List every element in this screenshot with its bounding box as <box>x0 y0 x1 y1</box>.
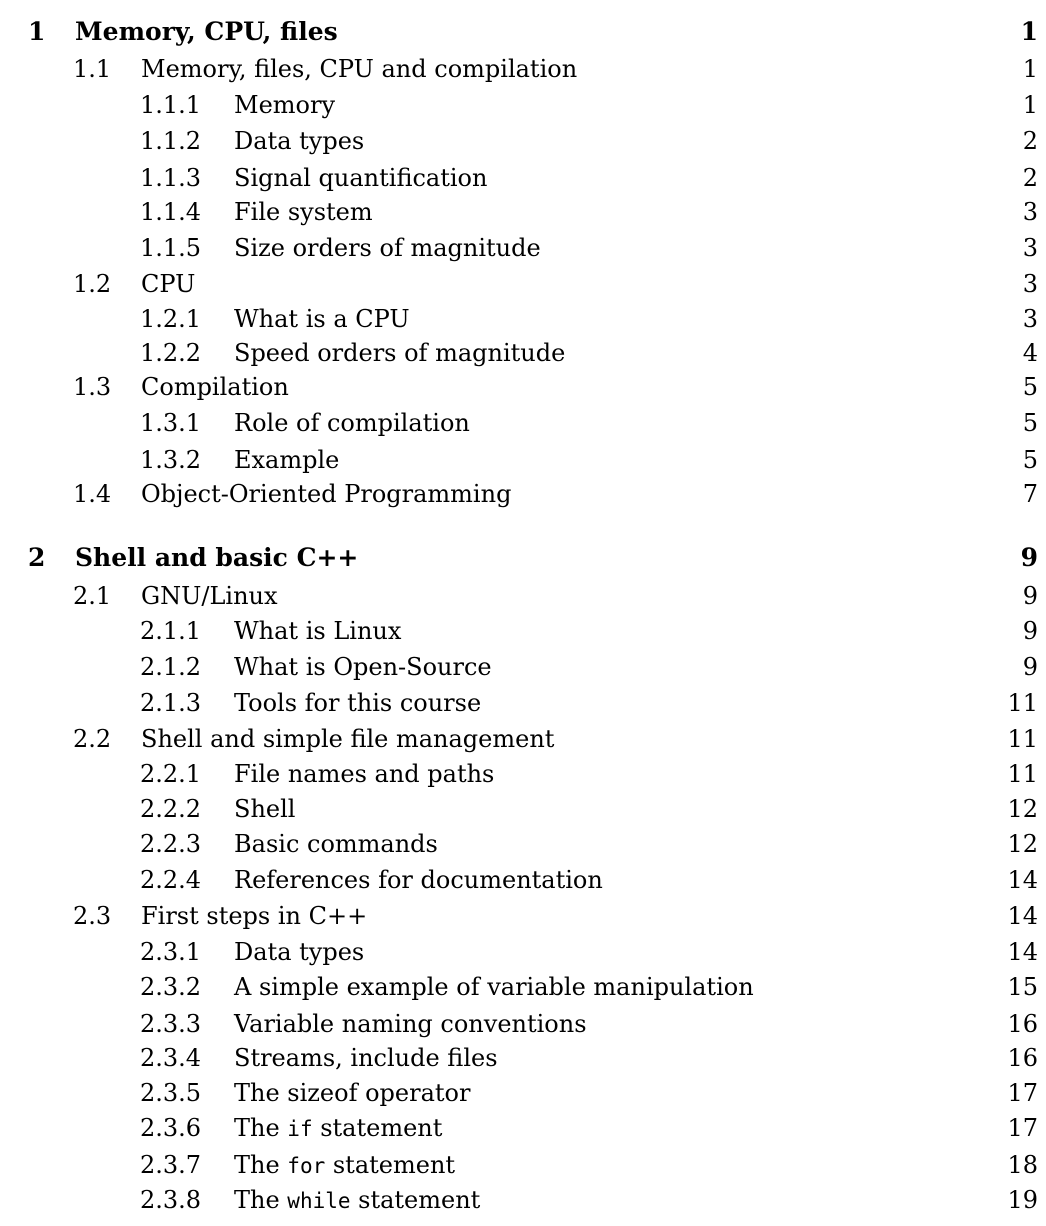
toc-entry-number: 1.2 <box>73 270 112 298</box>
toc-dot-leader <box>295 369 1017 405</box>
toc-entry-number: 2.3.6 <box>140 1114 202 1142</box>
toc-subsection-entry[interactable] <box>0 1147 1046 1183</box>
toc-entry-title: Compilation <box>141 373 289 401</box>
toc-entry-title: CPU <box>141 270 196 298</box>
toc-entry-title: Speed orders of magnitude <box>234 339 566 367</box>
toc-subsection-entry[interactable] <box>0 1075 1046 1111</box>
toc-dot-leader <box>284 578 1017 614</box>
toc-entry-title-keyword: for <box>287 1153 326 1178</box>
toc-entry-number: 2.2.4 <box>140 866 202 894</box>
toc-entry-title: Signal quantification <box>234 164 488 192</box>
toc-entry-number: 2 <box>28 543 46 572</box>
toc-entry-title: Shell <box>234 795 296 823</box>
toc-entry-title-suffix: statement <box>312 1113 443 1142</box>
toc-entry-page-number: 14 <box>1007 938 1038 966</box>
toc-dot-leader <box>547 230 1017 266</box>
toc-section-entry[interactable] <box>0 266 1046 302</box>
toc-subsection-entry[interactable] <box>0 123 1046 159</box>
toc-entry-page-number: 5 <box>1022 373 1038 401</box>
toc-entry-page-number: 15 <box>1007 973 1038 1001</box>
toc-dot-leader <box>583 51 1017 87</box>
toc-entry-number: 1.3.1 <box>140 409 202 437</box>
toc-entry-title: What is a CPU <box>234 305 410 333</box>
toc-subsection-entry[interactable] <box>0 613 1046 649</box>
toc-dot-leader <box>476 405 1017 441</box>
toc-entry-title: Tools for this course <box>234 689 482 717</box>
toc-entry-page-number: 4 <box>1022 339 1038 367</box>
toc-entry-title <box>234 1182 480 1219</box>
toc-entry-page-number: 9 <box>1022 653 1038 681</box>
toc-dot-leader <box>609 862 1002 898</box>
toc-entry-number: 2.3.1 <box>140 938 202 966</box>
toc-entry-number: 1.1.3 <box>140 164 202 192</box>
toc-entry-page-number: 7 <box>1022 480 1038 508</box>
toc-entry-title: Data types <box>234 127 365 155</box>
toc-entry-page-number: 1 <box>1022 91 1038 119</box>
toc-entry-title <box>234 1147 455 1184</box>
toc-section-entry[interactable] <box>0 369 1046 405</box>
toc-entry-title: Object-Oriented Programming <box>141 480 512 508</box>
toc-entry-title: Memory, files, CPU and compilation <box>141 55 578 83</box>
toc-entry-page-number: 2 <box>1022 127 1038 155</box>
toc-chapter-entry[interactable] <box>0 14 1046 50</box>
toc-subsection-entry[interactable] <box>0 335 1046 371</box>
toc-entry-page-number: 1 <box>1022 55 1038 83</box>
toc-entry-number: 2.3.8 <box>140 1186 202 1214</box>
toc-entry-title: File names and paths <box>234 760 495 788</box>
toc-entry-page-number: 17 <box>1007 1079 1038 1107</box>
toc-section-entry[interactable] <box>0 476 1046 512</box>
toc-entry-title: File system <box>234 198 373 226</box>
toc-entry-number: 1.1.5 <box>140 234 202 262</box>
toc-dot-leader <box>444 826 1002 862</box>
toc-dot-leader <box>500 756 1001 792</box>
toc-subsection-entry[interactable] <box>0 194 1046 230</box>
toc-entry-number: 1.2.1 <box>140 305 202 333</box>
toc-entry-title: What is Linux <box>234 617 402 645</box>
toc-entry-title-prefix: The <box>234 1185 288 1214</box>
toc-subsection-entry[interactable] <box>0 1110 1046 1146</box>
toc-entry-title: References for documentation <box>234 866 603 894</box>
toc-chapter-entry[interactable] <box>0 540 1046 576</box>
toc-entry-page-number: 16 <box>1007 1044 1038 1072</box>
toc-dot-leader <box>341 87 1017 123</box>
toc-entry-title-suffix: statement <box>325 1150 456 1179</box>
toc-entry-number: 2.3.2 <box>140 973 202 1001</box>
toc-dot-leader <box>201 266 1016 302</box>
toc-entry-page-number: 11 <box>1007 689 1038 717</box>
toc-dot-leader <box>504 1040 1002 1076</box>
toc-entry-page-number: 3 <box>1022 305 1038 333</box>
toc-entry-title-suffix: statement <box>350 1185 481 1214</box>
toc-entry-number: 1.3 <box>73 373 112 401</box>
toc-subsection-entry[interactable] <box>0 756 1046 792</box>
toc-dot-leader <box>448 1110 1001 1146</box>
toc-subsection-entry[interactable] <box>0 649 1046 685</box>
toc-dot-leader <box>560 721 1001 757</box>
toc-entry-number: 1.4 <box>73 480 112 508</box>
toc-entry-number: 2.3.4 <box>140 1044 202 1072</box>
toc-entry-page-number: 1 <box>1020 17 1038 46</box>
toc-entry-page-number: 3 <box>1022 270 1038 298</box>
toc-section-entry[interactable] <box>0 898 1046 934</box>
toc-dot-leader <box>379 194 1017 230</box>
toc-subsection-entry[interactable] <box>0 969 1046 1005</box>
toc-dot-leader <box>571 335 1016 371</box>
toc-entry-page-number: 5 <box>1022 446 1038 474</box>
toc-entry-title: Shell and basic C++ <box>75 543 359 572</box>
toc-dot-leader <box>760 969 1002 1005</box>
toc-entry-title: Basic commands <box>234 830 438 858</box>
toc-entry-title: Variable naming conventions <box>234 1010 587 1038</box>
toc-dot-leader <box>301 791 1001 827</box>
toc-entry-title: Memory, CPU, files <box>75 17 338 46</box>
toc-entry-title: Size orders of magnitude <box>234 234 541 262</box>
toc-dot-leader <box>498 649 1017 685</box>
toc-entry-number: 2.1.2 <box>140 653 202 681</box>
toc-dot-leader <box>476 1075 1001 1111</box>
toc-subsection-entry[interactable] <box>0 791 1046 827</box>
toc-entry-number: 1.1.4 <box>140 198 202 226</box>
toc-dot-leader <box>517 476 1016 512</box>
toc-section-entry[interactable] <box>0 721 1046 757</box>
toc-subsection-entry[interactable] <box>0 405 1046 441</box>
toc-entry-number: 2.1 <box>73 582 112 610</box>
toc-subsection-entry[interactable] <box>0 1040 1046 1076</box>
toc-subsection-entry[interactable] <box>0 160 1046 196</box>
toc-entry-title <box>234 1110 442 1147</box>
toc-subsection-entry[interactable] <box>0 934 1046 970</box>
toc-entry-title: A simple example of variable manipulation <box>234 973 754 1001</box>
toc-entry-title: Data types <box>234 938 365 966</box>
toc-subsection-entry[interactable] <box>0 1006 1046 1042</box>
toc-dot-leader <box>370 123 1017 159</box>
toc-subsection-entry[interactable] <box>0 87 1046 123</box>
toc-entry-page-number: 3 <box>1022 234 1038 262</box>
toc-entry-title: Shell and simple file management <box>141 725 555 753</box>
toc-entry-number: 2.2.2 <box>140 795 202 823</box>
toc-entry-title: Streams, include files <box>234 1044 498 1072</box>
toc-entry-page-number: 9 <box>1022 617 1038 645</box>
toc-entry-title-keyword: if <box>287 1116 313 1141</box>
toc-entry-page-number: 11 <box>1007 760 1038 788</box>
toc-dot-leader <box>345 442 1016 478</box>
toc-entry-page-number: 2 <box>1022 164 1038 192</box>
toc-subsection-entry[interactable] <box>0 301 1046 337</box>
toc-entry-number: 2.3 <box>73 902 112 930</box>
toc-entry-page-number: 11 <box>1007 725 1038 753</box>
toc-entry-page-number: 14 <box>1007 866 1038 894</box>
toc-subsection-entry[interactable] <box>0 230 1046 266</box>
toc-entry-title: First steps in C++ <box>141 902 368 930</box>
toc-entry-page-number: 16 <box>1007 1010 1038 1038</box>
toc-entry-number: 2.3.5 <box>140 1079 202 1107</box>
toc-entry-number: 1.1 <box>73 55 112 83</box>
toc-dot-leader <box>373 898 1001 934</box>
toc-entry-number: 1.1.2 <box>140 127 202 155</box>
toc-entry-title: GNU/Linux <box>141 582 278 610</box>
toc-entry-number: 2.3.7 <box>140 1151 202 1179</box>
toc-entry-number: 2.3.3 <box>140 1010 202 1038</box>
toc-entry-page-number: 9 <box>1020 543 1038 572</box>
toc-dot-leader <box>407 613 1016 649</box>
toc-section-entry[interactable] <box>0 51 1046 87</box>
toc-entry-number: 2.1.1 <box>140 617 202 645</box>
toc-subsection-entry[interactable] <box>0 862 1046 898</box>
toc-entry-page-number: 18 <box>1007 1151 1038 1179</box>
toc-entry-title: Example <box>234 446 340 474</box>
toc-entry-page-number: 19 <box>1007 1186 1038 1214</box>
toc-entry-page-number: 14 <box>1007 902 1038 930</box>
toc-subsection-entry[interactable] <box>0 685 1046 721</box>
toc-entry-title: The sizeof operator <box>234 1079 471 1107</box>
toc-entry-number: 1.1.1 <box>140 91 202 119</box>
toc-dot-leader <box>416 301 1017 337</box>
toc-subsection-entry[interactable] <box>0 826 1046 862</box>
toc-entry-page-number: 3 <box>1022 198 1038 226</box>
toc-entry-number: 1.3.2 <box>140 446 202 474</box>
toc-subsection-entry[interactable] <box>0 442 1046 478</box>
toc-entry-number: 2.2.1 <box>140 760 202 788</box>
toc-entry-page-number: 12 <box>1007 830 1038 858</box>
toc-entry-number: 1.2.2 <box>140 339 202 367</box>
toc-entry-number: 2.2.3 <box>140 830 202 858</box>
toc-dot-leader <box>593 1006 1002 1042</box>
toc-entry-page-number: 17 <box>1007 1114 1038 1142</box>
toc-dot-leader <box>487 685 1001 721</box>
toc-entry-title-keyword: while <box>287 1188 351 1213</box>
toc-entry-page-number: 12 <box>1007 795 1038 823</box>
toc-entry-number: 1 <box>28 17 46 46</box>
toc-subsection-entry[interactable] <box>0 1182 1046 1218</box>
toc-entry-page-number: 5 <box>1022 409 1038 437</box>
toc-entry-number: 2.2 <box>73 725 112 753</box>
toc-entry-page-number: 9 <box>1022 582 1038 610</box>
toc-dot-leader <box>461 1147 1001 1183</box>
toc-dot-leader <box>486 1182 1001 1218</box>
toc-section-entry[interactable] <box>0 578 1046 614</box>
toc-entry-title: Role of compilation <box>234 409 470 437</box>
toc-dot-leader <box>493 160 1016 196</box>
toc-entry-title: What is Open-Source <box>234 653 492 681</box>
toc-entry-title-prefix: The <box>234 1150 288 1179</box>
toc-entry-title-prefix: The <box>234 1113 288 1142</box>
toc-dot-leader <box>370 934 1001 970</box>
toc-entry-number: 2.1.3 <box>140 689 202 717</box>
toc-entry-title: Memory <box>234 91 336 119</box>
